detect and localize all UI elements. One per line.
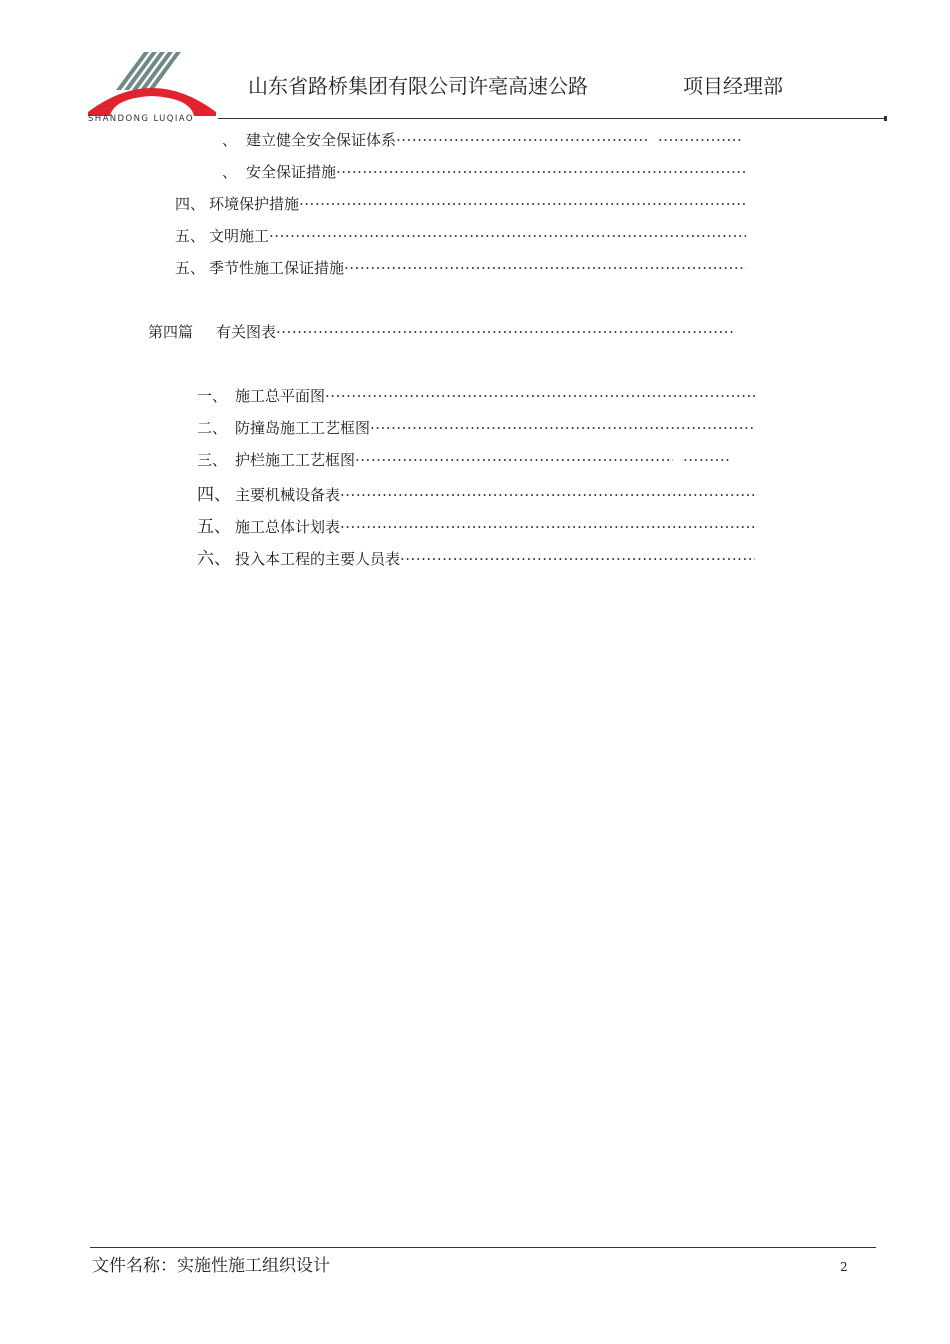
toc-entry-prefix: 二、 bbox=[197, 419, 228, 437]
toc-part-label: 第四篇 bbox=[148, 323, 194, 341]
toc-leader-dots bbox=[340, 518, 755, 536]
toc-entry-title: 主要机械设备表 bbox=[235, 486, 341, 504]
toc-entry-prefix: 一、 bbox=[197, 387, 228, 405]
footer-file-name: 文件名称：实施性施工组织设计 bbox=[92, 1256, 330, 1276]
header-title: 山东省路桥集团有限公司许亳高速公路 bbox=[248, 74, 588, 98]
toc-entry-prefix: 四、 bbox=[175, 195, 206, 213]
toc-entry[interactable] bbox=[222, 161, 748, 183]
toc-entry-title: 建立健全安全保证体系 bbox=[246, 131, 397, 149]
toc-entry[interactable] bbox=[222, 129, 756, 151]
toc-entry-title: 投入本工程的主要人员表 bbox=[235, 550, 401, 568]
toc-leader-dots bbox=[325, 387, 755, 405]
toc-entry-prefix: 、 bbox=[222, 131, 238, 149]
toc-part-title: 有关图表 bbox=[216, 323, 277, 341]
toc-leader-dots bbox=[344, 259, 746, 277]
toc-entry-title: 安全保证措施 bbox=[246, 163, 337, 181]
header-rule bbox=[218, 118, 886, 119]
shandong-luqiao-logo bbox=[86, 50, 218, 124]
toc-entry[interactable] bbox=[197, 512, 755, 537]
toc-leader-dots bbox=[299, 195, 746, 213]
toc-leader-dots bbox=[400, 550, 755, 568]
logo-text: SHANDONG LUQIAO bbox=[88, 114, 194, 124]
toc-entry-prefix: 五、 bbox=[175, 259, 206, 277]
toc-leader-dots: ················ bbox=[658, 131, 743, 149]
toc-entry[interactable] bbox=[175, 225, 746, 247]
toc-entry-title: 护栏施工工艺框图 bbox=[235, 451, 356, 469]
toc-leader-dots bbox=[355, 451, 673, 469]
toc-leader-dots bbox=[340, 486, 755, 504]
toc-entry-title: 防撞岛施工工艺框图 bbox=[235, 419, 371, 437]
header-rule-end bbox=[884, 116, 887, 121]
toc-entry-title: 环境保护措施 bbox=[209, 195, 300, 213]
page-number: 2 bbox=[840, 1260, 848, 1274]
toc-entry-title: 文明施工 bbox=[209, 227, 270, 245]
toc-entry-prefix: 三、 bbox=[197, 451, 228, 469]
toc-entry[interactable] bbox=[197, 480, 755, 505]
toc-entry[interactable] bbox=[175, 193, 746, 215]
toc-entry[interactable] bbox=[175, 257, 746, 279]
toc-entry-prefix: 、 bbox=[222, 163, 238, 181]
toc-leader-dots bbox=[396, 131, 648, 149]
toc-part-heading[interactable] bbox=[148, 321, 736, 343]
toc-entry-prefix: 四、 bbox=[197, 485, 231, 505]
toc-leader-dots bbox=[276, 323, 736, 341]
toc-leader-dots bbox=[269, 227, 746, 245]
toc-entry[interactable] bbox=[197, 417, 755, 439]
toc-leader-dots: ········· bbox=[683, 451, 731, 469]
toc-leader-dots bbox=[336, 163, 748, 181]
toc-entry[interactable] bbox=[197, 544, 755, 569]
header-dept: 项目经理部 bbox=[683, 74, 783, 98]
toc-entry-prefix: 五、 bbox=[175, 227, 206, 245]
toc-leader-dots bbox=[370, 419, 755, 437]
toc-entry-title: 施工总体计划表 bbox=[235, 518, 341, 536]
toc-entry-prefix: 五、 bbox=[197, 517, 231, 537]
toc-entry[interactable] bbox=[197, 385, 755, 407]
toc-entry-prefix: 六、 bbox=[197, 549, 231, 569]
toc-entry-title: 施工总平面图 bbox=[235, 387, 326, 405]
footer-rule bbox=[90, 1247, 876, 1248]
toc-entry-title: 季节性施工保证措施 bbox=[209, 259, 345, 277]
toc-entry[interactable] bbox=[197, 449, 747, 471]
